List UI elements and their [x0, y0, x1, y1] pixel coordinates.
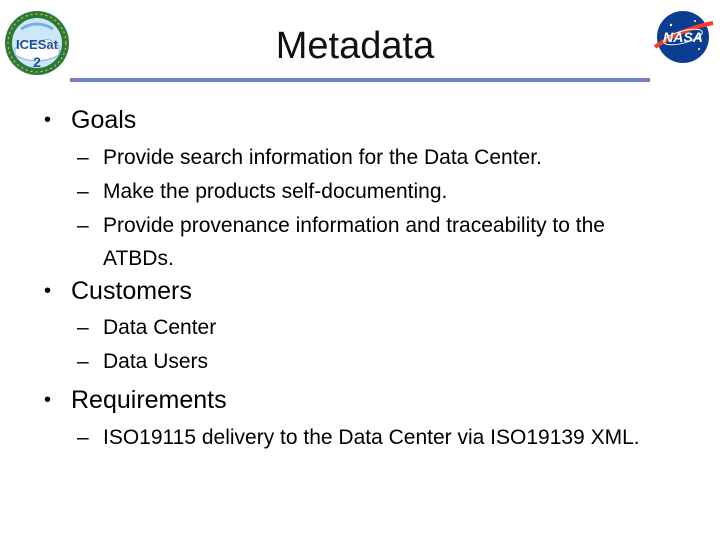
bullet-dot: • — [44, 109, 52, 131]
svg-text:ICESat: ICESat — [16, 37, 58, 52]
bullet-label: Goals — [71, 106, 137, 134]
bullet-dot: • — [44, 389, 52, 411]
bullet-dot: • — [44, 280, 52, 302]
svg-text:2: 2 — [33, 54, 41, 70]
slide: ICESat 2 Metadata NASA • Goals – Provide search information for the Data Center. – Make the products self-documenting. – Provide provenance information and traceability to the ATBDs. • Customers – Data Center – Data Users • Requirements – ISO19115 delivery to the Data Center via ISO19139 XML. — [0, 0, 720, 540]
sub-bullet-text: Data Center — [103, 316, 217, 339]
sub-bullet-text: Provide provenance information and traceability to the ATBDs. — [103, 214, 605, 270]
svg-text:NASA: NASA — [663, 29, 703, 45]
icesat-2-logo — [3, 5, 71, 81]
sub-bullet-text: Data Users — [103, 350, 209, 373]
slide-title: Metadata — [275, 25, 435, 67]
sub-bullet-text: ISO19115 delivery to the Data Center via ISO19139 XML. — [103, 426, 640, 449]
title-underline — [70, 78, 650, 82]
bullet-label: Customers — [71, 277, 192, 305]
sub-bullet-text: Provide search information for the Data Center. — [103, 146, 542, 169]
nasa-logo — [651, 9, 715, 65]
sub-bullet-text: Make the products self-documenting. — [103, 180, 448, 203]
bullet-label: Requirements — [71, 386, 227, 414]
